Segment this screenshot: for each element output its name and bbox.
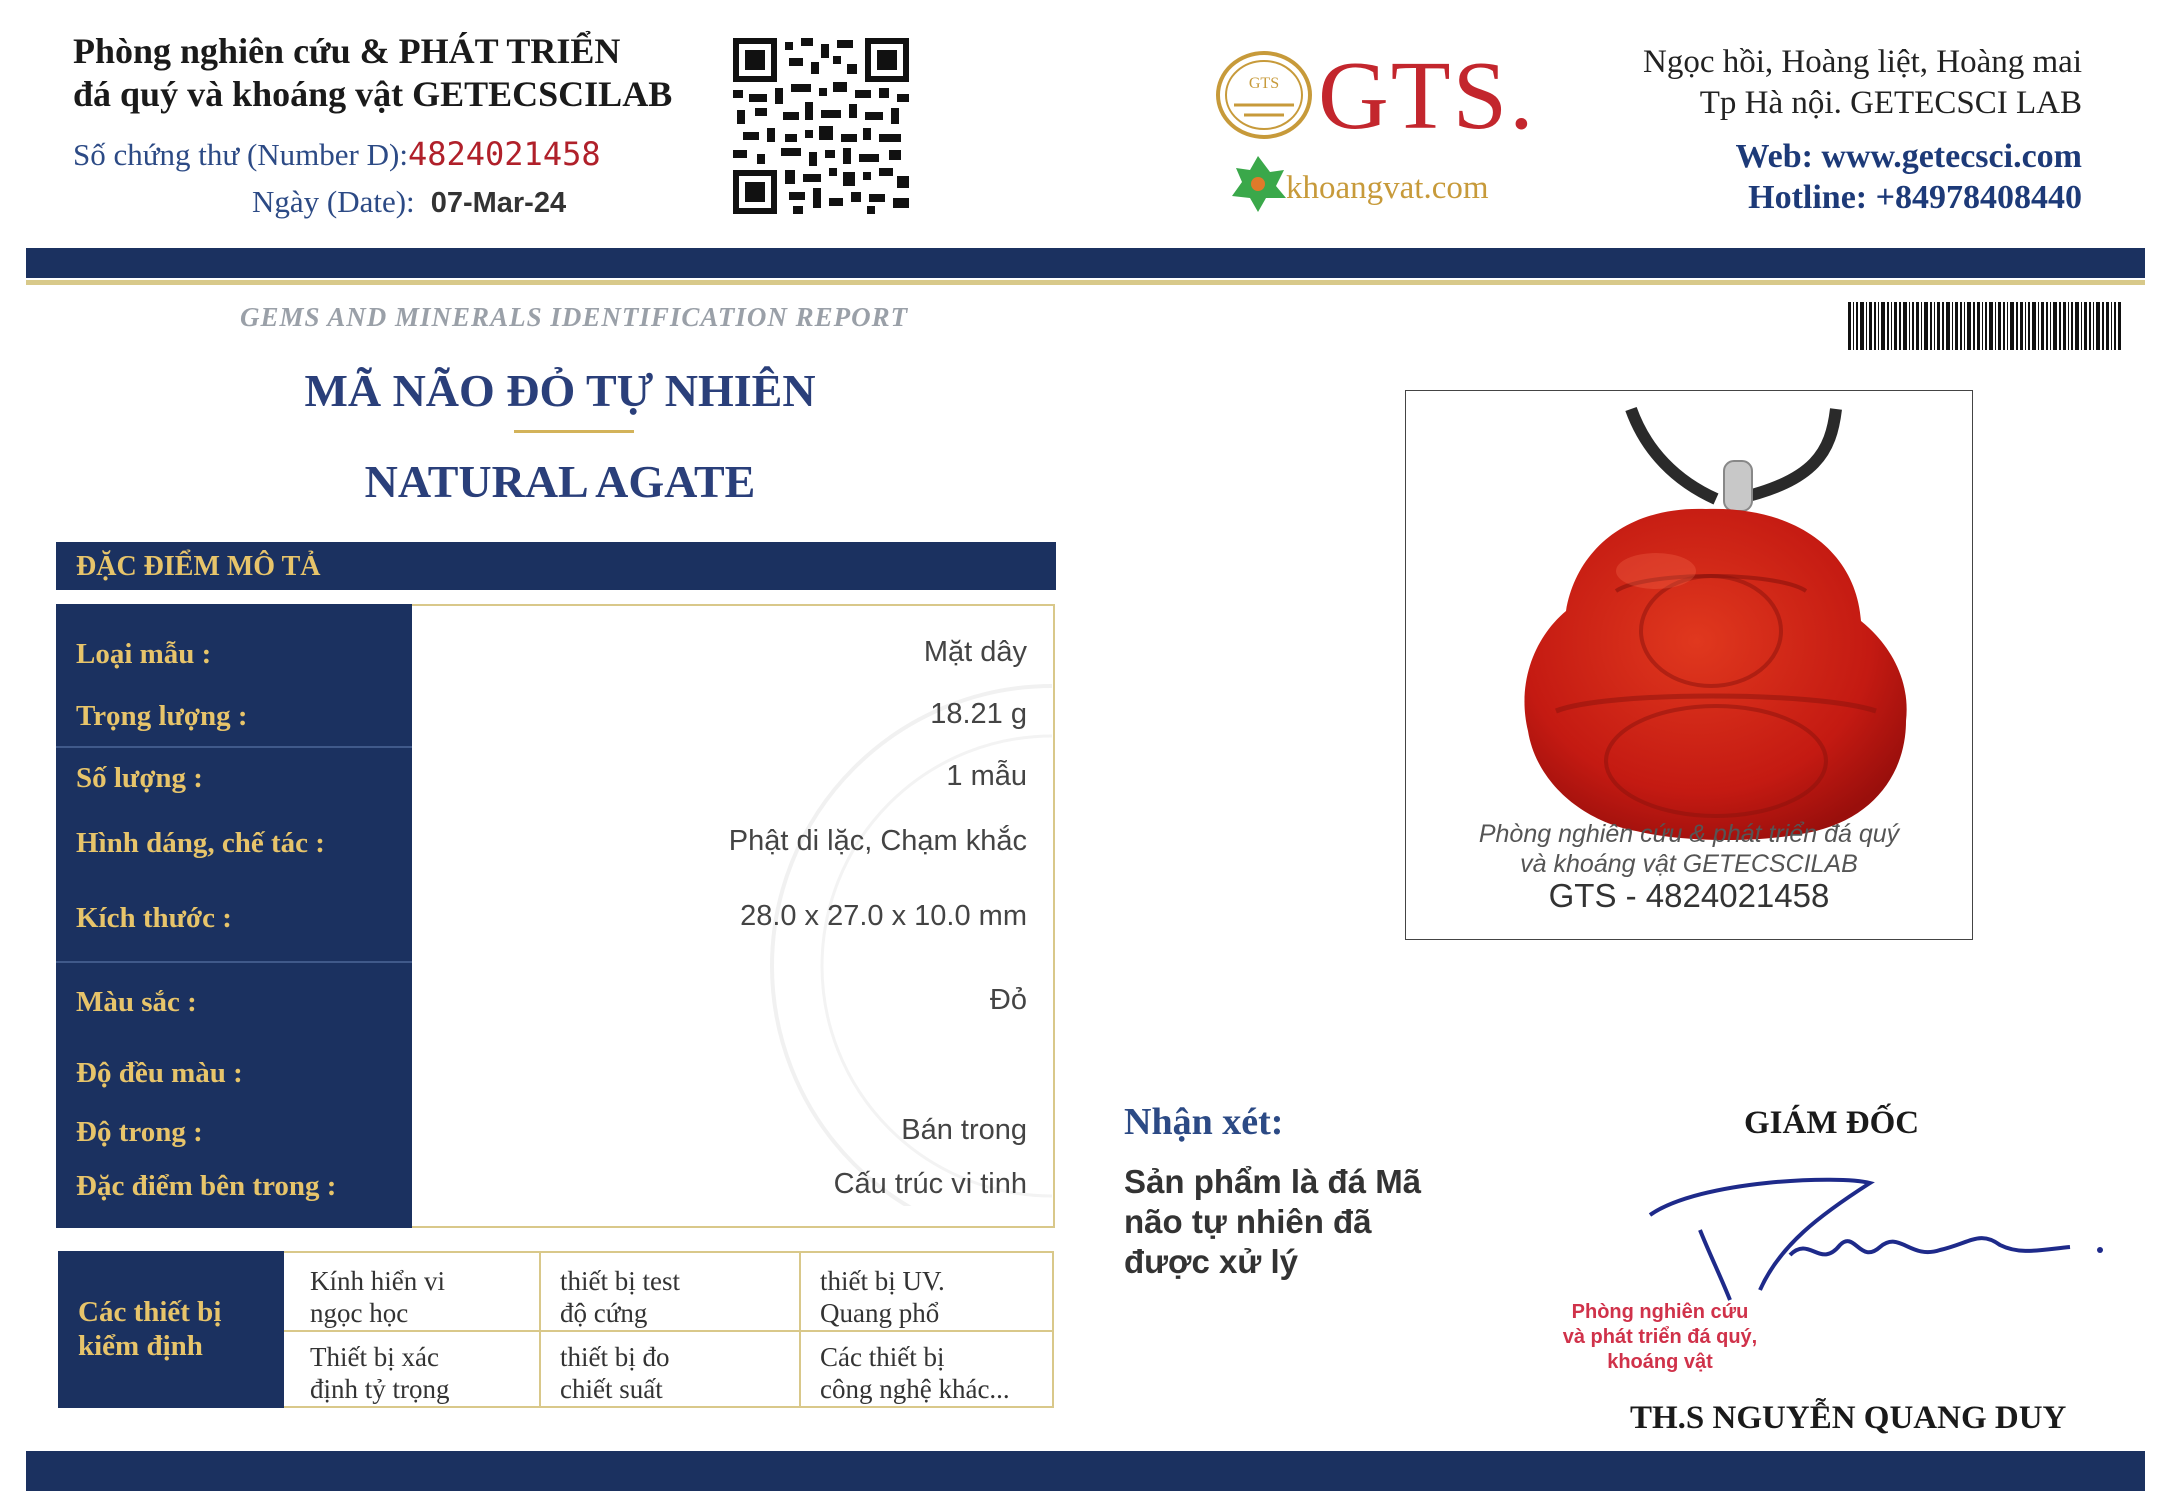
equipment-label-line2: kiểm định: [78, 1330, 203, 1362]
value-sample-type: Mặt dây: [923, 636, 1027, 668]
photo-caption: [1406, 819, 1972, 879]
remark-label: Nhận xét:: [1124, 1101, 1284, 1143]
title-english: NATURAL AGATE: [364, 456, 756, 507]
certificate-number-row: [73, 135, 601, 173]
equipment-refractometer: thiết bị đo chiết suất: [560, 1342, 670, 1404]
remark-text: Sản phẩm là đá Mã não tự nhiên đã được xử lý: [1124, 1163, 1422, 1280]
header-band-accent: [26, 280, 2145, 285]
certificate-number-label: Số chứng thư (Number D):: [73, 137, 408, 172]
svg-text:GTS: GTS: [1248, 75, 1280, 92]
row-separator: [56, 961, 412, 963]
stamp-line2: và phát triển đá quý,: [1562, 1326, 1758, 1348]
description-header: [56, 542, 1056, 590]
gts-seal-icon: [1214, 50, 1314, 140]
equipment-grid: [284, 1251, 1054, 1408]
row-separator: [56, 746, 412, 748]
address: [1643, 42, 2082, 124]
value-shape: Phật di lặc, Chạm khắc: [728, 825, 1027, 857]
hotline: Hotline: +84978408440: [1748, 179, 2082, 216]
title-divider: [514, 430, 634, 433]
barcode-icon: [1848, 302, 2121, 350]
equipment-label-cell: [58, 1251, 284, 1408]
label-shape: Hình dáng, chế tác :: [76, 827, 325, 859]
value-quantity: 1 mẫu: [946, 760, 1027, 792]
address-line2: Tp Hà nội. GETECSCI LAB: [1699, 85, 2082, 121]
label-quantity: Số lượng :: [76, 762, 203, 794]
value-inclusions: Cấu trúc vi tinh: [833, 1168, 1027, 1200]
date-row: [252, 184, 566, 220]
footer-band: [26, 1451, 2145, 1491]
lab-name-line2: đá quý và khoáng vật GETECSCILAB: [73, 74, 673, 114]
lab-stamp: [1540, 1300, 1780, 1375]
label-dimensions: Kích thước :: [76, 902, 232, 934]
photo-caption-line1: Phòng nghiên cứu & phát triển đá quý: [1478, 820, 1900, 848]
label-transparency: Độ trong :: [76, 1116, 203, 1148]
signature-icon: [1640, 1175, 2120, 1305]
equipment-other: Các thiết bị công nghệ khác...: [820, 1342, 1010, 1404]
title-vietnamese: MÃ NÃO ĐỎ TỰ NHIÊN: [304, 365, 816, 416]
date-value: 07-Mar-24: [430, 187, 567, 219]
equipment-label: [78, 1295, 221, 1363]
certificate-number: 4824021458: [407, 135, 601, 173]
description-values: [412, 604, 1055, 1228]
signer-name: TH.S NGUYỄN QUANG DUY: [1630, 1400, 2067, 1436]
date-label: Ngày (Date):: [252, 184, 415, 219]
equipment-uv-spectroscope: thiết bị UV. Quang phổ: [820, 1266, 945, 1328]
photo-code: GTS - 4824021458: [1548, 877, 1830, 914]
stamp-line1: Phòng nghiên cứu: [1571, 1301, 1749, 1323]
sample-photo-frame: [1405, 390, 1973, 940]
equipment-microscope: Kính hiển vi ngọc học: [310, 1266, 445, 1328]
contact: [1735, 136, 2082, 218]
khoangvat-link[interactable]: khoangvat.com: [1286, 170, 1489, 206]
brand-name: GTS.: [1318, 42, 1536, 150]
value-transparency: Bán trong: [901, 1114, 1027, 1146]
value-color: Đỏ: [989, 984, 1027, 1016]
leaf-logo-icon: [1228, 152, 1288, 216]
photo-caption-line2: và khoáng vật GETECSCILAB: [1520, 850, 1858, 878]
label-color-uniformity: Độ đều màu :: [76, 1057, 243, 1089]
grid-divider: [284, 1330, 1052, 1332]
label-inclusions: Đặc điểm bên trong :: [76, 1170, 337, 1202]
director-title: GIÁM ĐỐC: [1744, 1105, 1920, 1141]
website-link[interactable]: Web: www.getecsci.com: [1735, 138, 2082, 175]
qr-code-icon: [733, 38, 909, 214]
label-color: Màu sắc :: [76, 986, 197, 1018]
value-weight: 18.21 g: [930, 698, 1027, 730]
report-subtitle: GEMS AND MINERALS IDENTIFICATION REPORT: [240, 302, 909, 332]
value-dimensions: 28.0 x 27.0 x 10.0 mm: [740, 900, 1027, 932]
description-labels: [56, 604, 412, 1228]
label-weight: Trọng lượng :: [76, 700, 248, 732]
description-header-label: ĐẶC ĐIỂM MÔ TẢ: [76, 551, 321, 582]
address-line1: Ngọc hồi, Hoàng liệt, Hoàng mai: [1643, 44, 2082, 80]
equipment-hardness-tester: thiết bị test độ cứng: [560, 1266, 680, 1328]
equipment-specific-gravity: Thiết bị xác định tỷ trọng: [310, 1342, 450, 1404]
label-sample-type: Loại mẫu :: [76, 638, 212, 670]
lab-name: [73, 30, 672, 116]
header-band: [26, 248, 2145, 278]
lab-name-line1: Phòng nghiên cứu & PHÁT TRIỂN: [73, 31, 621, 71]
stamp-line3: khoáng vật: [1607, 1351, 1713, 1373]
equipment-label-line1: Các thiết bị: [78, 1296, 222, 1328]
